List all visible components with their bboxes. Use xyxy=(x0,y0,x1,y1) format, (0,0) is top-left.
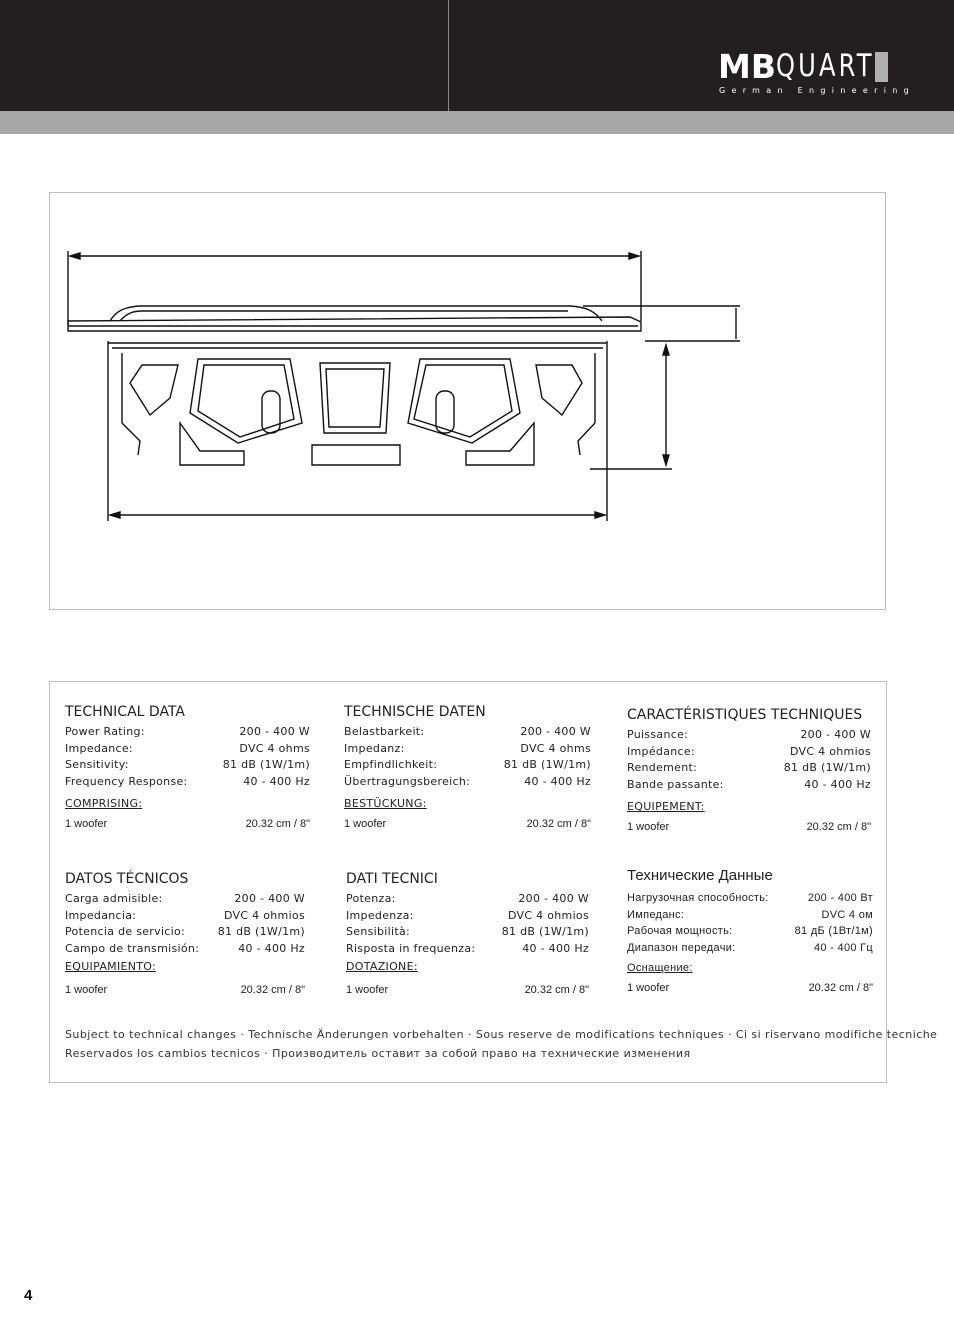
spec-value: 200 - 400 Вт xyxy=(807,892,873,904)
contents-heading: COMPRISING: xyxy=(65,797,143,810)
speaker-drawing-panel xyxy=(49,192,886,610)
spec-row xyxy=(346,908,589,925)
spec-row xyxy=(65,741,310,758)
woofer-label: 1 woofer xyxy=(344,818,387,830)
woofer-size: 20.32 cm / 8" xyxy=(524,984,589,996)
technical-data-panel xyxy=(49,681,938,1083)
spec-label: Campo de transmisión: xyxy=(65,941,200,955)
spec-label: Empfindlichkeit: xyxy=(344,758,438,771)
spec-row xyxy=(346,924,589,941)
column-french xyxy=(627,705,871,835)
spec-value: 81 дБ (1Вт/1м) xyxy=(794,925,873,937)
woofer-size: 20.32 cm / 8" xyxy=(240,984,305,996)
woofer-row xyxy=(627,819,871,835)
column-title: TECHNISCHE DATEN xyxy=(344,704,486,720)
logo-mb-text: MB xyxy=(718,47,776,86)
spec-row xyxy=(344,774,591,791)
spec-label: Sensitivity: xyxy=(65,758,129,771)
footnote-line-1: Subject to technical changes · Technische Änderungen vorbehalten · Sous reserve de modifications techniques · Ci si riservano modifiche tecniche xyxy=(65,1028,938,1041)
spec-row xyxy=(627,890,873,907)
spec-row xyxy=(627,923,873,940)
spec-row xyxy=(346,941,589,958)
spec-value: 81 dB (1W/1m) xyxy=(217,925,305,938)
spec-value: 81 dB (1W/1m) xyxy=(222,758,310,771)
column-italian xyxy=(346,869,589,998)
spec-row xyxy=(65,924,305,941)
contents-heading: Оснащение: xyxy=(627,962,693,974)
woofer-row xyxy=(344,816,591,832)
column-english xyxy=(65,702,310,832)
spec-value: 200 - 400 W xyxy=(800,728,871,741)
page-number: 4 xyxy=(24,1287,33,1304)
contents-heading: BESTÜCKUNG: xyxy=(344,797,427,810)
spec-value: 40 - 400 Hz xyxy=(524,774,591,788)
spec-label: Impedenza: xyxy=(346,908,414,922)
footnote-line-2: Reservados los cambios tecnicos · Производитель оставит за собой право на технические изменения xyxy=(65,1047,691,1060)
spec-label: Risposta in frequenza: xyxy=(346,941,476,955)
spec-value: 200 - 400 W xyxy=(239,725,310,738)
spec-row xyxy=(627,777,871,794)
spec-row xyxy=(65,774,310,791)
woofer-row xyxy=(65,982,305,998)
woofer-row xyxy=(346,982,589,998)
spec-label: Нагрузочная способность: xyxy=(627,892,769,904)
column-german xyxy=(344,702,591,832)
spec-label: Potencia de servicio: xyxy=(65,925,186,938)
column-title: Технические Данные xyxy=(627,867,773,884)
contents-heading: DOTAZIONE: xyxy=(346,960,418,973)
spec-label: Impedancia: xyxy=(65,908,137,922)
spec-label: Sensibilità: xyxy=(346,925,411,938)
spec-value: 200 - 400 W xyxy=(234,892,305,905)
woofer-label: 1 woofer xyxy=(627,821,670,833)
spec-value: 40 - 400 Гц xyxy=(814,941,873,954)
spec-row xyxy=(65,941,305,958)
spec-label: Bande passante: xyxy=(627,777,724,791)
spec-value: 200 - 400 W xyxy=(520,725,591,738)
spec-label: Rendement: xyxy=(627,761,698,774)
spec-value: 81 dB (1W/1m) xyxy=(501,925,589,938)
contents-heading: EQUIPEMENT: xyxy=(627,800,705,813)
spec-row xyxy=(627,907,873,924)
spec-row xyxy=(65,724,310,741)
spec-label: Impédance: xyxy=(627,744,695,758)
spec-row xyxy=(627,744,871,761)
spec-row xyxy=(65,757,310,774)
spec-row xyxy=(344,757,591,774)
spec-label: Potenza: xyxy=(346,892,396,905)
woofer-label: 1 woofer xyxy=(65,818,108,830)
spec-value: DVC 4 ohms xyxy=(520,741,591,755)
spec-label: Belastbarkeit: xyxy=(344,725,425,738)
spec-label: Puissance: xyxy=(627,728,689,741)
spec-label: Frequency Response: xyxy=(65,774,188,788)
spec-label: Impedanz: xyxy=(344,741,405,755)
woofer-label: 1 woofer xyxy=(346,984,389,996)
page-header xyxy=(0,0,954,111)
spec-row xyxy=(65,891,305,908)
logo-quart-text: QUART xyxy=(776,48,875,84)
spec-label: Рабочая мощность: xyxy=(627,925,733,937)
spec-label: Диапазон передачи: xyxy=(627,941,736,954)
woofer-size: 20.32 cm / 8" xyxy=(806,821,871,833)
spec-label: Power Rating: xyxy=(65,725,145,738)
spec-value: 40 - 400 Hz xyxy=(243,774,310,788)
spec-value: DVC 4 ohmios xyxy=(223,908,305,922)
column-title: DATOS TÉCNICOS xyxy=(65,871,189,887)
brand-logo xyxy=(718,47,915,95)
spec-label: Impedance: xyxy=(65,741,133,755)
spec-row xyxy=(627,940,873,957)
spec-row xyxy=(65,908,305,925)
column-title: DATI TECNICI xyxy=(346,871,438,887)
spec-value: DVC 4 ом xyxy=(821,908,873,921)
woofer-size: 20.32 cm / 8" xyxy=(245,818,310,830)
spec-value: 81 dB (1W/1m) xyxy=(503,758,591,771)
speaker-dimension-drawing xyxy=(50,193,887,611)
logo-block-mark xyxy=(875,52,888,82)
header-divider xyxy=(448,0,449,111)
logo-tagline: German Engineering xyxy=(719,86,915,95)
header-gray-band xyxy=(0,111,954,134)
spec-row xyxy=(627,760,871,777)
spec-label: Übertragungsbereich: xyxy=(344,774,471,788)
woofer-row xyxy=(627,980,873,996)
woofer-size: 20.32 cm / 8" xyxy=(526,818,591,830)
spec-value: 81 dB (1W/1m) xyxy=(783,761,871,774)
contents-heading: EQUIPAMIENTO: xyxy=(65,960,157,973)
column-russian xyxy=(627,866,873,996)
woofer-row xyxy=(65,816,310,832)
spec-value: 40 - 400 Hz xyxy=(238,941,305,955)
woofer-size: 20.32 cm / 8" xyxy=(808,982,873,994)
column-title: CARACTÉRISTIQUES TECHNIQUES xyxy=(627,707,863,723)
spec-value: DVC 4 ohms xyxy=(239,741,310,755)
woofer-label: 1 woofer xyxy=(627,982,670,994)
column-spanish xyxy=(65,869,305,998)
column-title: TECHNICAL DATA xyxy=(65,704,185,720)
spec-value: DVC 4 ohmios xyxy=(789,744,871,758)
spec-value: 200 - 400 W xyxy=(518,892,589,905)
spec-label: Импеданс: xyxy=(627,908,685,921)
woofer-label: 1 woofer xyxy=(65,984,108,996)
spec-row xyxy=(344,741,591,758)
spec-row xyxy=(346,891,589,908)
spec-value: DVC 4 ohmios xyxy=(507,908,589,922)
spec-value: 40 - 400 Hz xyxy=(804,777,871,791)
spec-value: 40 - 400 Hz xyxy=(522,941,589,955)
spec-row xyxy=(344,724,591,741)
spec-row xyxy=(627,727,871,744)
spec-label: Carga admisible: xyxy=(65,892,163,905)
